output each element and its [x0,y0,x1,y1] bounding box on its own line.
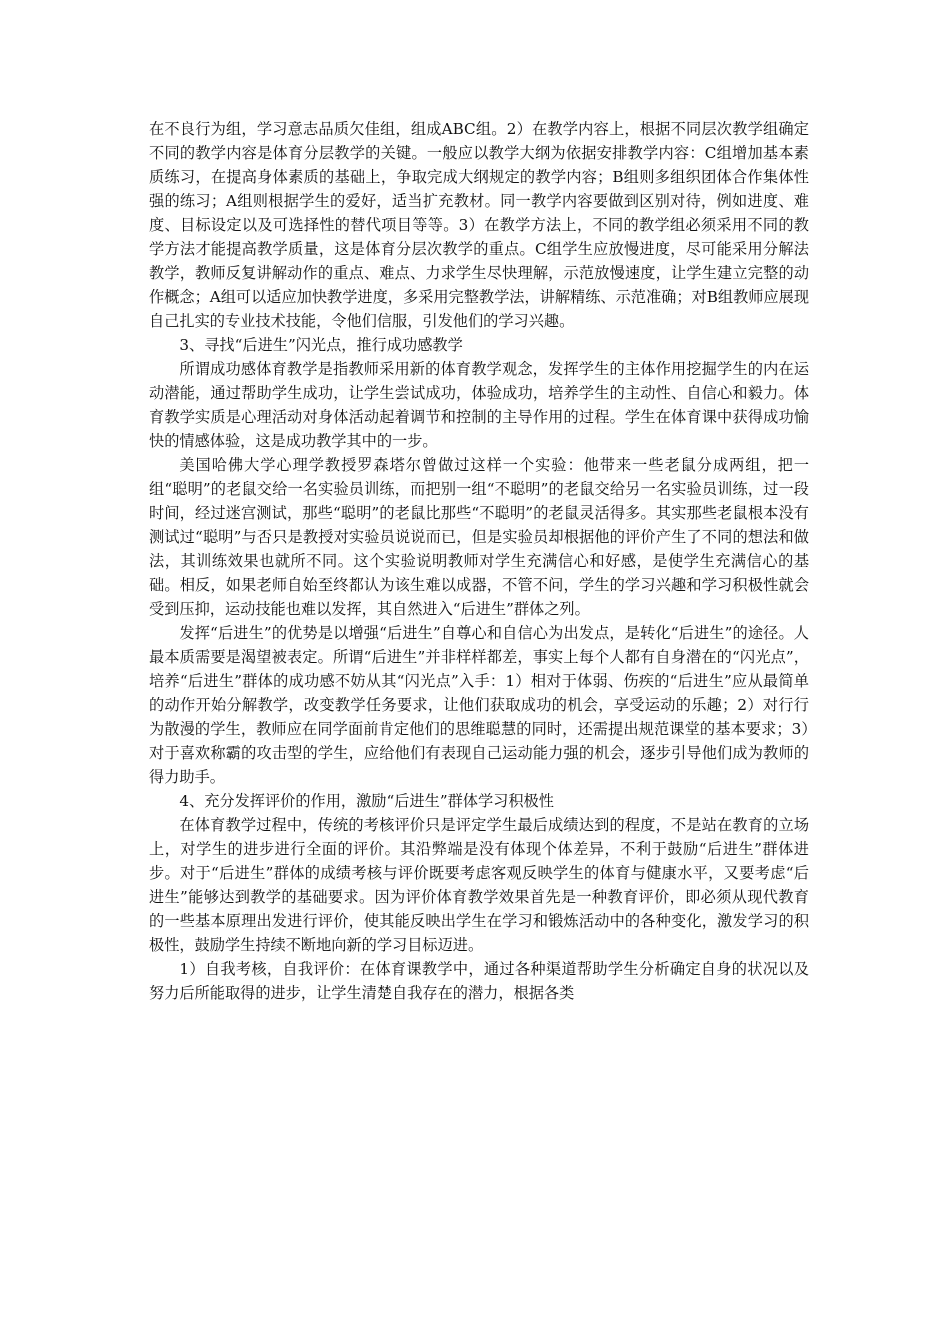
paragraph-4: 发挥“后进生”的优势是以增强“后进生”自尊心和自信心为出发点，是转化“后进生”的途径。人最本质需要是渴望被表定。所谓“后进生”并非样样都差，事实上每个人都有自身潜在的“闪光点”，培养“后进生”群体的成功感不妨从其“闪光点”入手：1）相对于体弱、伤疾的“后进生”应从最简单的动作开始分解教学，改变教学任务要求，让他们获取成功的机会，享受运动的乐趣；2）对行行为散漫的学生，教师应在同学面前肯定他们的思维聪慧的同时，还需提出规范课堂的基本要求；3）对于喜欢称霸的攻击型的学生，应给他们有表现自己运动能力强的机会，逐步引导他们成为教师的得力助手。 [149,624,809,786]
paragraph-3: 美国哈佛大学心理学教授罗森塔尔曾做过这样一个实验：他带来一些老鼠分成两组，把一组“聪明”的老鼠交给一名实验员训练，而把别一组“不聪明”的老鼠交给另一名实验员训练，过一段时间，经过迷宫测试，那些“聪明”的老鼠比那些“不聪明”的老鼠灵活得多。其实那些老鼠根本没有测试过“聪明”与否只是教授对实验员说说而已，但是实验员却根据他的评价产生了不同的想法和做法，其训练效果也就所不同。这个实验说明教师对学生充满信心和好感，是使学生充满信心的基础。相反，如果老师自始至终都认为该生难以成器，不管不问，学生的学习兴趣和学习积极性就会受到压抑，运动技能也难以发挥，其自然进入“后进生”群体之列。 [149,456,809,618]
paragraph-6: 1）自我考核，自我评价：在体育课教学中，通过各种渠道帮助学生分析确定自身的状况以及努力后所能取得的进步，让学生清楚自我存在的潜力，根据各类 [149,960,809,1002]
document-page [149,117,809,1005]
section-heading-3: 3、寻找“后进生”闪光点，推行成功感教学 [179,336,463,354]
paragraph-1: 在不良行为组，学习意志品质欠佳组，组成ABC组。2）在教学内容上，根据不同层次教学组确定不同的教学内容是体育分层教学的关键。一般应以教学大纲为依据安排教学内容：C组增加基本素质练习，在提高身体素质的基础上，争取完成大纲规定的教学内容；B组则多组织团体合作集体性强的练习；A组则根据学生的爱好，适当扩充教材。同一教学内容要做到区别对待，例如进度、难度、目标设定以及可选择性的替代项目等等。3）在教学方法上，不同的教学组必须采用不同的教学方法才能提高教学质量，这是体育分层次教学的重点。C组学生应放慢进度，尽可能采用分解法教学，教师反复讲解动作的重点、难点、力求学生尽快理解，示范放慢速度，让学生建立完整的动作概念；A组可以适应加快教学进度，多采用完整教学法，讲解精练、示范准确；对B组教师应展现自己扎实的专业技术技能，令他们信服，引发他们的学习兴趣。 [149,120,810,330]
section-heading-4: 4、充分发挥评价的作用，激励“后进生”群体学习积极性 [179,792,554,810]
paragraph-5: 在体育教学过程中，传统的考核评价只是评定学生最后成绩达到的程度，不是站在教育的立场上，对学生的进步进行全面的评价。其沿弊端是没有体现个体差异，不利于鼓励“后进生”群体进步。对于“后进生”群体的成绩考核与评价既要考虑客观反映学生的体育与健康水平，又要考虑“后进生”能够达到教学的基础要求。因为评价体育教学效果首先是一种教育评价，即必须从现代教育的一些基本原理出发进行评价，使其能反映出学生在学习和锻炼活动中的各种变化，激发学习的积极性，鼓励学生持续不断地向新的学习目标迈进。 [149,816,809,954]
paragraph-2: 所谓成功感体育教学是指教师采用新的体育教学观念，发挥学生的主体作用挖掘学生的内在运动潜能，通过帮助学生成功，让学生尝试成功，体验成功，培养学生的主动性、自信心和毅力。体育教学实质是心理活动对身体活动起着调节和控制的主导作用的过程。学生在体育课中获得成功愉快的情感体验，这是成功教学其中的一步。 [149,360,809,450]
